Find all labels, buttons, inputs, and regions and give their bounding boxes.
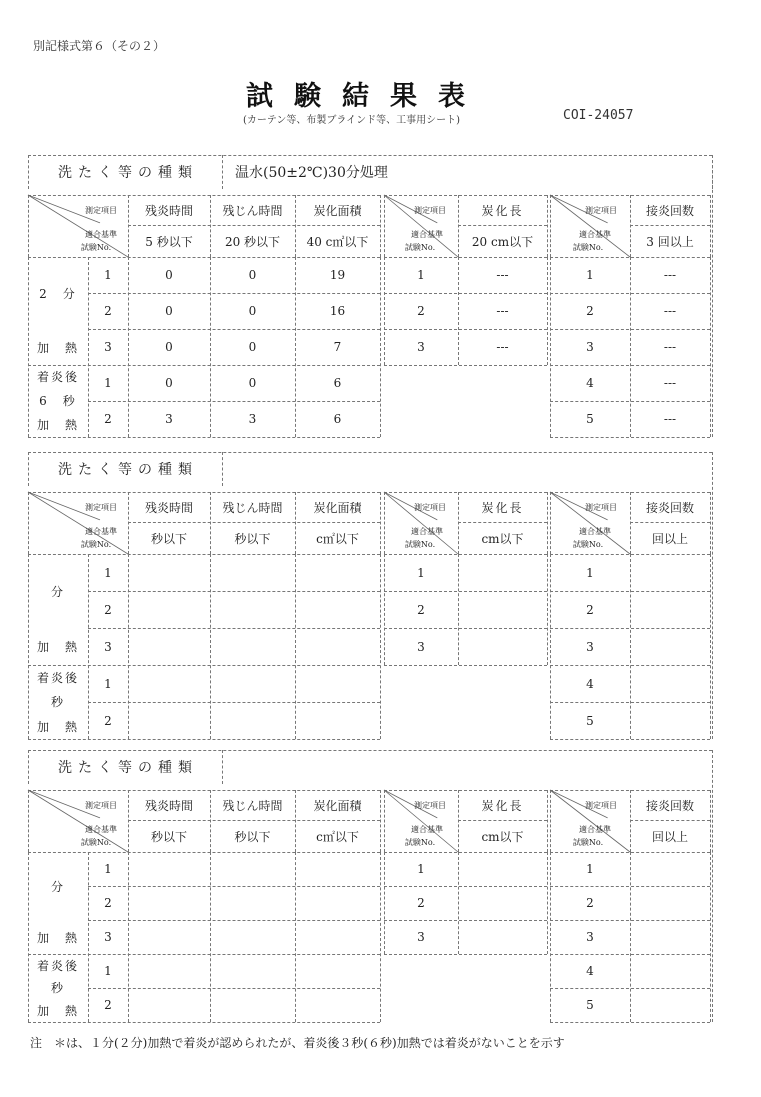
flame-contacts-value — [630, 886, 710, 920]
rule-line — [710, 790, 711, 852]
afterglow-header: 残じん時間 — [222, 798, 283, 813]
criteria-label: 適合基準 — [85, 229, 117, 239]
measure-item-label: 測定項目 — [585, 800, 617, 810]
test-no: 4 — [586, 676, 594, 691]
afterflame-header: 残炎時間 — [144, 203, 193, 218]
char-area-value — [295, 852, 380, 886]
test-no: 2 — [104, 304, 112, 318]
test-no: 2 — [417, 896, 425, 910]
after-ignition-label: 着炎後 — [36, 958, 79, 973]
test-no: 2 — [417, 304, 425, 318]
rule-line — [88, 988, 380, 989]
rule-line — [380, 852, 381, 1022]
char-area-criteria: 40 c㎡以下 — [306, 234, 369, 249]
rule-line — [458, 852, 459, 954]
test-no: 3 — [104, 930, 112, 944]
test-no: 1 — [104, 676, 112, 691]
test-no: 2 — [104, 998, 112, 1012]
test-no-label: 試験No. — [404, 539, 436, 549]
test-no: 2 — [586, 602, 594, 617]
afterflame-value — [128, 954, 210, 988]
char-length-criteria: cm以下 — [481, 829, 524, 844]
afterglow-value — [210, 988, 295, 1022]
afterflame-value: 0 — [165, 376, 173, 390]
afterflame-value: 0 — [165, 340, 173, 354]
char-length-value: --- — [496, 268, 509, 282]
flame-contacts-value — [630, 988, 710, 1022]
char-length-criteria: cm以下 — [481, 531, 524, 546]
minutes-heating-label: 2 分 — [39, 286, 77, 301]
test-no: 5 — [586, 713, 594, 728]
afterglow-value — [210, 852, 295, 886]
test-no-label: 試験No. — [404, 837, 436, 847]
wash-type-label: 洗たく等の種類 — [58, 462, 198, 478]
test-no: 1 — [104, 565, 112, 580]
wash-type-label: 洗たく等の種類 — [58, 165, 198, 181]
flame-contacts-value — [630, 920, 710, 954]
afterglow-value: 0 — [248, 268, 257, 282]
char-length-value — [458, 886, 547, 920]
afterglow-criteria: 秒以下 — [234, 531, 271, 546]
rule-line — [550, 852, 551, 1022]
afterglow-value — [210, 954, 295, 988]
measure-item-label: 測定項目 — [585, 502, 617, 512]
test-no: 1 — [104, 862, 112, 876]
test-no: 5 — [586, 412, 594, 426]
measure-item-label: 測定項目 — [414, 205, 446, 215]
rule-line — [88, 886, 380, 887]
afterflame-value: 0 — [165, 304, 173, 318]
flame-contacts-value — [630, 852, 710, 886]
test-no: 3 — [586, 930, 594, 944]
rule-line — [28, 852, 29, 1022]
test-no-label: 試験No. — [572, 539, 604, 549]
test-no: 1 — [417, 565, 425, 580]
afterglow-value: 0 — [248, 304, 257, 318]
rule-line — [295, 852, 296, 1022]
test-no: 3 — [104, 340, 112, 354]
test-no: 3 — [417, 340, 425, 354]
afterflame-criteria: 5 秒以下 — [145, 234, 193, 249]
test-no: 4 — [586, 376, 594, 390]
test-no: 3 — [417, 930, 425, 944]
rule-line — [712, 750, 713, 1022]
rule-line — [547, 852, 548, 954]
rule-line — [210, 852, 211, 1022]
test-no: 3 — [104, 639, 112, 654]
flame-contacts-value: --- — [663, 268, 677, 282]
rule-line — [384, 954, 547, 955]
measure-item-label: 測定項目 — [585, 205, 617, 215]
char-length-value — [458, 852, 547, 886]
page-title: 試験結果表 — [246, 81, 486, 112]
test-no: 1 — [586, 268, 594, 282]
heating-label: 加 熱 — [36, 1003, 79, 1018]
test-no-label: 試験No. — [80, 539, 112, 549]
afterflame-criteria: 秒以下 — [150, 531, 187, 546]
afterglow-value: 0 — [248, 340, 257, 354]
char-area-value: 6 — [333, 376, 342, 390]
test-no: 1 — [417, 268, 425, 282]
char-area-value: 16 — [329, 304, 346, 318]
char-area-value — [295, 954, 380, 988]
document-number: COI-24057 — [563, 108, 634, 123]
flame-contacts-value — [630, 954, 710, 988]
criteria-label: 適合基準 — [411, 229, 443, 239]
heating-label: 加 熱 — [36, 418, 79, 433]
test-no-label: 試験No. — [572, 242, 604, 252]
rule-line — [88, 920, 380, 921]
test-no: 2 — [104, 412, 112, 426]
afterglow-value: 3 — [248, 412, 257, 426]
flame-contacts-criteria: 3 回以上 — [646, 234, 694, 249]
rule-line — [28, 1022, 380, 1023]
test-no-label: 試験No. — [80, 837, 112, 847]
afterflame-value: 3 — [165, 412, 173, 426]
char-area-value — [295, 886, 380, 920]
flame-contacts-value: --- — [663, 340, 677, 354]
minutes-heating-label: 分 — [50, 879, 65, 894]
criteria-label: 適合基準 — [579, 824, 611, 834]
char-length-value: --- — [496, 340, 509, 354]
after-ignition-label: 着炎後 — [36, 370, 79, 385]
char-length-header: 炭化長 — [481, 203, 524, 218]
afterflame-value — [128, 988, 210, 1022]
rule-line — [128, 852, 129, 1022]
rule-line — [28, 750, 29, 784]
char-area-value: 19 — [329, 268, 346, 282]
char-length-header: 炭化長 — [481, 500, 524, 515]
afterflame-header: 残炎時間 — [144, 798, 193, 813]
rule-line — [384, 852, 385, 954]
afterglow-criteria: 20 秒以下 — [224, 234, 281, 249]
heating-label: 加 熱 — [36, 930, 79, 945]
flame-contacts-value: --- — [663, 412, 677, 426]
rule-line — [550, 1022, 710, 1023]
test-no: 2 — [104, 896, 112, 910]
char-area-header: 炭化面積 — [313, 500, 362, 515]
char-area-header: 炭化面積 — [313, 203, 362, 218]
heating-label: 加 熱 — [36, 640, 79, 654]
char-length-value: --- — [496, 304, 509, 318]
afterflame-value: 0 — [165, 268, 173, 282]
rule-line — [710, 852, 711, 1022]
test-no: 2 — [586, 304, 594, 318]
afterflame-value — [128, 886, 210, 920]
test-no: 1 — [586, 565, 594, 580]
test-no: 5 — [586, 998, 594, 1012]
afterglow-header: 残じん時間 — [222, 203, 283, 218]
wash-type-value — [235, 750, 685, 784]
flame-contacts-header: 接炎回数 — [645, 798, 694, 813]
measure-item-label: 測定項目 — [85, 800, 117, 810]
afterflame-header: 残炎時間 — [144, 500, 193, 515]
page-subtitle: (カーテン等、布製ブラインド等、工事用シート) — [243, 115, 461, 126]
flame-contacts-header: 接炎回数 — [645, 500, 694, 515]
criteria-label: 適合基準 — [85, 526, 117, 536]
flame-contacts-value: --- — [663, 304, 677, 318]
measure-item-label: 測定項目 — [414, 502, 446, 512]
seconds-heating-label: 秒 — [50, 695, 65, 710]
afterglow-value: 0 — [248, 376, 257, 390]
char-area-value: 7 — [333, 340, 342, 354]
afterglow-value — [210, 920, 295, 954]
char-area-value: 6 — [333, 412, 342, 426]
test-no: 3 — [586, 639, 594, 654]
test-no: 1 — [586, 862, 594, 876]
char-area-header: 炭化面積 — [313, 798, 362, 813]
footnote: 注 ＊は、１分(２分)加熱で着炎が認められたが、着炎後３秒(６秒)加熱では着炎がないことを示す — [30, 1036, 565, 1050]
test-no: 2 — [417, 602, 425, 617]
char-area-criteria: c㎡以下 — [316, 531, 359, 546]
test-no: 2 — [104, 602, 112, 617]
minutes-heating-label: 分 — [50, 584, 65, 599]
rule-line — [380, 790, 381, 852]
form-id: 別記様式第６（その２） — [33, 39, 166, 53]
test-no: 1 — [417, 862, 425, 876]
test-no-label: 試験No. — [80, 242, 112, 252]
flame-contacts-header: 接炎回数 — [645, 203, 694, 218]
wash-type-label: 洗たく等の種類 — [58, 760, 198, 776]
wash-type-value: 温水(50±2℃)30分処理 — [235, 165, 388, 181]
test-no: 1 — [104, 268, 112, 282]
criteria-label: 適合基準 — [411, 824, 443, 834]
char-length-value — [458, 920, 547, 954]
char-area-value — [295, 988, 380, 1022]
measure-item-label: 測定項目 — [85, 205, 117, 215]
test-no-label: 試験No. — [404, 242, 436, 252]
char-area-value — [295, 920, 380, 954]
seconds-heating-label: 秒 — [50, 981, 65, 996]
test-no: 1 — [104, 376, 112, 390]
rule-line — [547, 790, 548, 852]
flame-contacts-criteria: 回以上 — [651, 829, 688, 844]
criteria-label: 適合基準 — [85, 824, 117, 834]
afterflame-value — [128, 920, 210, 954]
test-no: 1 — [104, 964, 112, 978]
test-no: 3 — [417, 639, 425, 654]
heating-label: 加 熱 — [36, 719, 79, 734]
test-no: 4 — [586, 964, 594, 978]
measure-item-label: 測定項目 — [85, 502, 117, 512]
afterflame-value — [128, 852, 210, 886]
test-no: 2 — [104, 713, 112, 728]
seconds-heating-label: 6 秒 — [39, 394, 77, 409]
after-ignition-label: 着炎後 — [36, 670, 79, 685]
rule-line — [630, 852, 631, 1022]
char-area-criteria: c㎡以下 — [316, 829, 359, 844]
char-length-criteria: 20 cm以下 — [471, 234, 534, 249]
flame-contacts-criteria: 回以上 — [651, 531, 688, 546]
criteria-label: 適合基準 — [579, 526, 611, 536]
afterglow-criteria: 秒以下 — [234, 829, 271, 844]
afterflame-criteria: 秒以下 — [150, 829, 187, 844]
heating-label: 加 熱 — [36, 340, 79, 355]
measure-item-label: 測定項目 — [414, 800, 446, 810]
char-length-header: 炭化長 — [481, 798, 524, 813]
test-no-label: 試験No. — [572, 837, 604, 847]
afterglow-header: 残じん時間 — [222, 500, 283, 515]
criteria-label: 適合基準 — [579, 229, 611, 239]
criteria-label: 適合基準 — [411, 526, 443, 536]
afterglow-value — [210, 886, 295, 920]
test-no: 3 — [586, 340, 594, 354]
test-no: 2 — [586, 896, 594, 910]
flame-contacts-value: --- — [663, 376, 677, 390]
